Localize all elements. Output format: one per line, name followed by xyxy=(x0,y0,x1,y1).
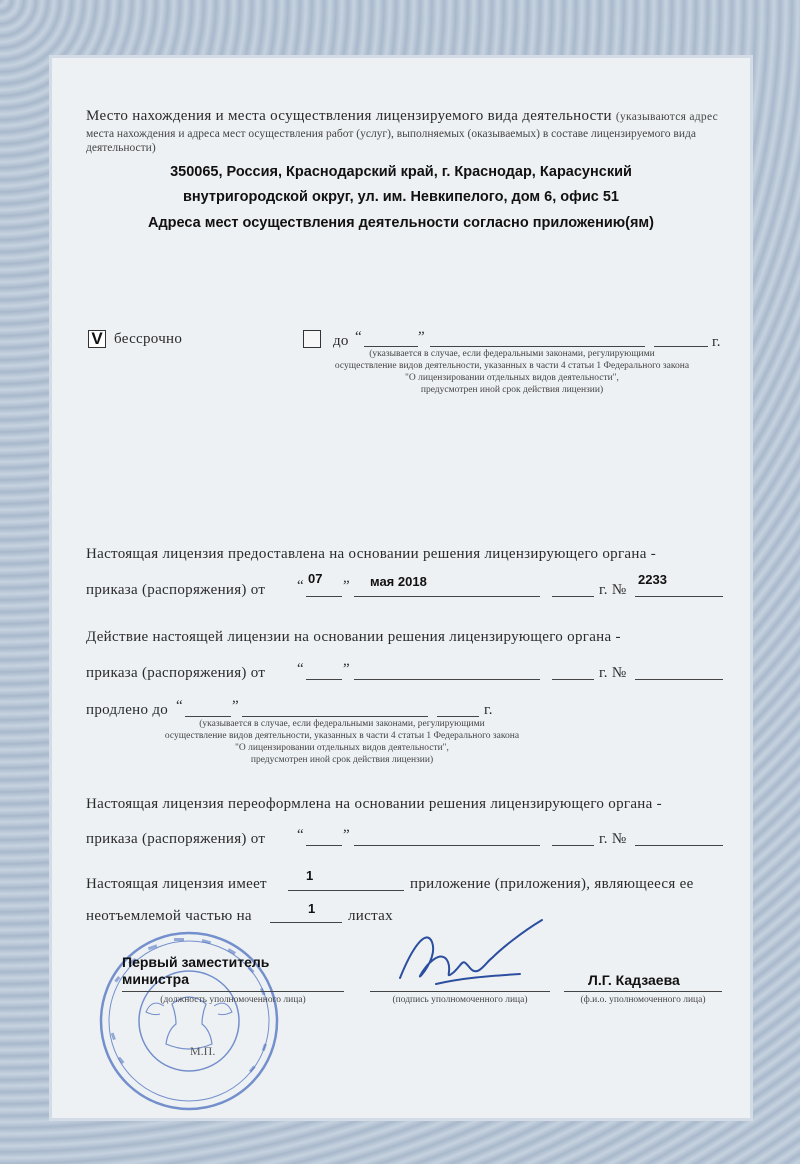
seal-place-label: М.П. xyxy=(190,1044,216,1058)
sheets-line-start: неотъемлемой частью на xyxy=(86,908,252,924)
granted-month-line xyxy=(354,596,540,597)
granted-day-line xyxy=(306,596,342,597)
name-caption: (ф.и.о. уполномоченного лица) xyxy=(580,995,706,1005)
extension-note: (указывается в случае, если федеральными законами, регулирующими осуществление видов деятельности, указанных в части 4 статьи 1 Федерального закона "О лицензировании отдельных видов деятельности", предусмотрен иной срок действия лицензии) xyxy=(164,719,520,765)
granted-day: 07 xyxy=(308,571,323,586)
extension-quote-open: “ xyxy=(297,661,304,677)
until-label: до xyxy=(333,333,349,349)
extended-year-suffix: г. xyxy=(484,702,493,718)
appendix-count-line xyxy=(288,890,404,891)
granted-month-year: мая 2018 xyxy=(370,574,427,589)
appendix-line-start: Настоящая лицензия имеет xyxy=(86,876,267,892)
extended-month-line xyxy=(242,716,428,717)
extension-day-line xyxy=(306,679,342,680)
until-year-suffix: г. xyxy=(712,334,721,350)
appendix-line-end: приложение (приложения), являющееся ее xyxy=(410,876,694,892)
position-caption: (должность уполномоченного лица) xyxy=(160,995,306,1005)
granted-number: 2233 xyxy=(638,572,667,587)
until-quote-open: “ xyxy=(355,329,362,345)
until-checkbox[interactable] xyxy=(303,330,321,348)
reissued-line: Настоящая лицензия переоформлена на основании решения лицензирующего органа - xyxy=(86,796,662,812)
appendix-count: 1 xyxy=(306,868,314,883)
until-day-line xyxy=(364,346,418,347)
reissued-month-line xyxy=(354,845,540,846)
signature-line xyxy=(370,991,550,992)
header-note-end: деятельности) xyxy=(86,142,156,154)
granted-number-label: г. № xyxy=(599,582,627,598)
granted-line: Настоящая лицензия предоставлена на основании решения лицензирующего органа - xyxy=(86,546,657,562)
signature-caption: (подпись уполномоченного лица) xyxy=(392,995,528,1005)
name-line xyxy=(564,991,722,992)
until-quote-close: ” xyxy=(418,329,425,345)
header-label: Место нахождения и места осуществления лицензируемого вида деятельности (указываются адрес xyxy=(86,108,719,124)
reissued-order-label: приказа (распоряжения) от xyxy=(86,831,266,847)
address-line-3: Адреса мест осуществления деятельности согласно приложению(ям) xyxy=(148,215,654,231)
extension-month-line xyxy=(354,679,540,680)
extended-quote-open: “ xyxy=(176,698,183,714)
reissued-number-label: г. № xyxy=(599,831,627,847)
granted-number-line xyxy=(635,596,723,597)
granted-order-label: приказа (распоряжения) от xyxy=(86,582,266,598)
extension-quote-close: ” xyxy=(343,661,350,677)
license-sheet xyxy=(52,58,750,1118)
extension-year-line xyxy=(552,679,594,680)
reissued-quote-close: ” xyxy=(343,827,350,843)
handwritten-signature-icon xyxy=(392,918,552,998)
granted-quote-open: “ xyxy=(297,578,304,594)
address-line-1: 350065, Россия, Краснодарский край, г. Краснодар, Карасунский xyxy=(170,164,632,180)
extension-line: Действие настоящей лицензии на основании решения лицензирующего органа - xyxy=(86,629,621,645)
term-note: (указывается в случае, если федеральными законами, регулирующими осуществление видов деятельности, указанных в части 4 статьи 1 Федерального закона "О лицензировании отдельных видов деятельности", предусмотрен иной срок действия лицензии) xyxy=(334,349,690,395)
reissued-year-line xyxy=(552,845,594,846)
reissued-day-line xyxy=(306,845,342,846)
sheets-count-line xyxy=(270,922,342,923)
address-line-2: внутригородской округ, ул. им. Невкипелого, дом 6, офис 51 xyxy=(183,189,619,205)
extended-until-label: продлено до xyxy=(86,702,169,718)
sheets-count: 1 xyxy=(308,901,316,916)
extended-quote-close: ” xyxy=(232,698,239,714)
position-line xyxy=(122,991,344,992)
granted-year-line xyxy=(552,596,594,597)
signer-name: Л.Г. Кадзаева xyxy=(588,972,680,988)
extension-number-line xyxy=(635,679,723,680)
until-year-line xyxy=(654,346,708,347)
unlimited-checkbox[interactable] xyxy=(88,330,106,348)
signer-position: Первый заместитель министра xyxy=(122,954,270,987)
reissued-quote-open: “ xyxy=(297,827,304,843)
sheets-line-end: листах xyxy=(348,908,393,924)
unlimited-label: бессрочно xyxy=(114,331,183,347)
extended-day-line xyxy=(185,716,231,717)
until-month-line xyxy=(430,346,645,347)
check-mark-icon: V xyxy=(91,329,103,348)
granted-quote-close: ” xyxy=(343,578,350,594)
extended-year-line xyxy=(437,716,479,717)
header-note: места нахождения и адреса мест осуществления работ (услуг), выполняемых (оказываемых) в составе лицензируемого вида xyxy=(86,128,696,140)
reissued-number-line xyxy=(635,845,723,846)
extension-order-label: приказа (распоряжения) от xyxy=(86,665,266,681)
extension-number-label: г. № xyxy=(599,665,627,681)
